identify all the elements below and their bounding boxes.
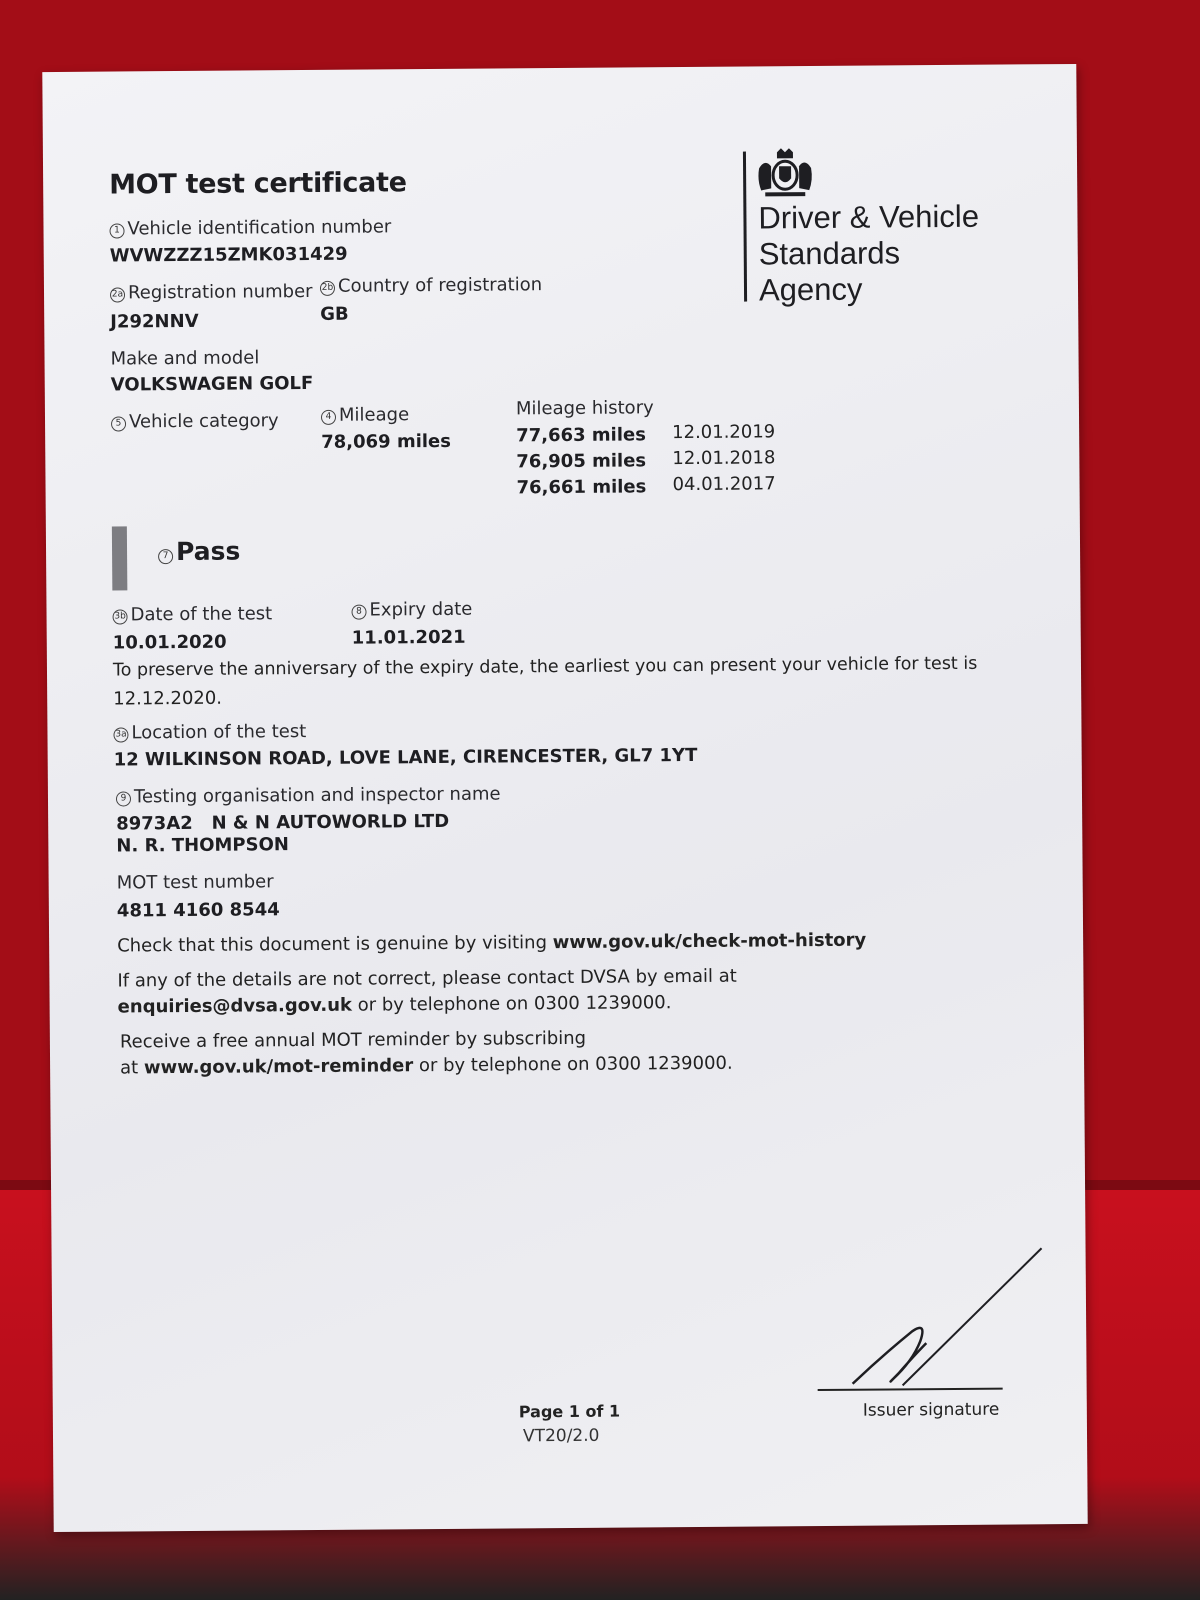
agency-name-line3: Agency xyxy=(758,271,863,308)
check-mot-history-link[interactable]: www.gov.uk/check-mot-history xyxy=(552,929,867,954)
registration-value: J292NNV xyxy=(110,310,199,333)
test-number-label: MOT test number xyxy=(116,871,274,894)
organisation-label: 9 Testing organisation and inspector name xyxy=(116,784,501,808)
field-number-badge: 3b xyxy=(113,609,128,624)
location-value: 12 WILKINSON ROAD, LOVE LANE, CIRENCESTER, GL7 1YT xyxy=(113,744,698,771)
vehicle-category-label: 5 Vehicle category xyxy=(111,410,279,432)
mileage-history-label: Mileage history xyxy=(515,397,654,420)
country-label: 2b Country of registration xyxy=(321,274,543,297)
field-number-badge: 1 xyxy=(109,223,124,238)
make-model-label: Make and model xyxy=(110,347,260,370)
mileage-history-miles: 77,663 miles xyxy=(516,424,646,447)
contact-text: If any of the details are not correct, please contact DVSA by email at xyxy=(117,965,737,992)
mot-certificate-page xyxy=(42,64,1087,1532)
test-number-value: 4811 4160 8544 xyxy=(116,899,280,922)
agency-divider xyxy=(743,152,747,302)
genuine-check-text: Check that this document is genuine by visiting www.gov.uk/check-mot-history xyxy=(117,929,867,957)
expiry-date-label: 8 Expiry date xyxy=(351,599,472,621)
field-number-badge: 8 xyxy=(351,605,366,620)
test-date-value: 10.01.2020 xyxy=(112,631,227,654)
royal-crest-icon xyxy=(755,148,817,198)
form-code: VT20/2.0 xyxy=(522,1425,600,1447)
organisation-value: 8973A2 N & N AUTOWORLD LTD xyxy=(116,810,450,835)
mileage-label: 4 Mileage xyxy=(321,404,409,426)
vin-label: 1 Vehicle identification number xyxy=(109,216,391,239)
anniversary-note: To preserve the anniversary of the expiry date, the earliest you can present your vehicle for test is xyxy=(112,653,978,681)
field-number-badge: 2a xyxy=(110,287,125,302)
inspector-name: N. R. THOMPSON xyxy=(116,834,289,857)
mileage-history-miles: 76,661 miles xyxy=(516,476,647,499)
mileage-history-date: 12.01.2019 xyxy=(672,421,776,444)
mileage-history-date: 12.01.2018 xyxy=(672,447,776,470)
mileage-value: 78,069 miles xyxy=(321,430,452,453)
test-date-label: 3b Date of the test xyxy=(114,603,273,626)
country-value: GB xyxy=(320,303,349,325)
vin-value: WVWZZZ15ZMK031429 xyxy=(109,243,348,267)
field-number-badge: 4 xyxy=(321,410,336,425)
agency-name-line2: Standards xyxy=(758,235,901,272)
earliest-test-date: 12.12.2020. xyxy=(113,687,223,710)
page-number: Page 1 of 1 xyxy=(518,1401,621,1422)
issuer-signature-mark xyxy=(832,1244,1053,1396)
result-marker-bar xyxy=(112,526,128,590)
field-number-badge: 9 xyxy=(116,791,131,806)
field-number-badge: 7 xyxy=(158,549,173,564)
location-label: 3a Location of the test xyxy=(115,721,307,744)
reminder-text: Receive a free annual MOT reminder by subscribing xyxy=(119,1027,587,1053)
mileage-history-miles: 76,905 miles xyxy=(516,450,647,473)
test-result: 7 Pass xyxy=(158,537,241,567)
contact-details: enquiries@dvsa.gov.uk or by telephone on 0300 1239000. xyxy=(117,992,672,1018)
mileage-history-date: 04.01.2017 xyxy=(672,473,776,496)
field-number-badge: 5 xyxy=(111,416,126,431)
dvsa-email-link[interactable]: enquiries@dvsa.gov.uk xyxy=(117,994,353,1018)
signature-label: Issuer signature xyxy=(862,1399,1000,1421)
field-number-badge: 3a xyxy=(113,727,128,742)
agency-name-line1: Driver & Vehicle xyxy=(758,198,980,236)
mot-reminder-link[interactable]: www.gov.uk/mot-reminder xyxy=(143,1055,414,1079)
reminder-details: at www.gov.uk/mot-reminder or by telephone on 0300 1239000. xyxy=(120,1052,733,1079)
make-model-value: VOLKSWAGEN GOLF xyxy=(110,372,314,396)
document-title: MOT test certificate xyxy=(109,167,407,201)
registration-label: 2a Registration number xyxy=(111,280,313,304)
field-number-badge: 2b xyxy=(320,281,335,296)
expiry-date-value: 11.01.2021 xyxy=(351,626,466,649)
